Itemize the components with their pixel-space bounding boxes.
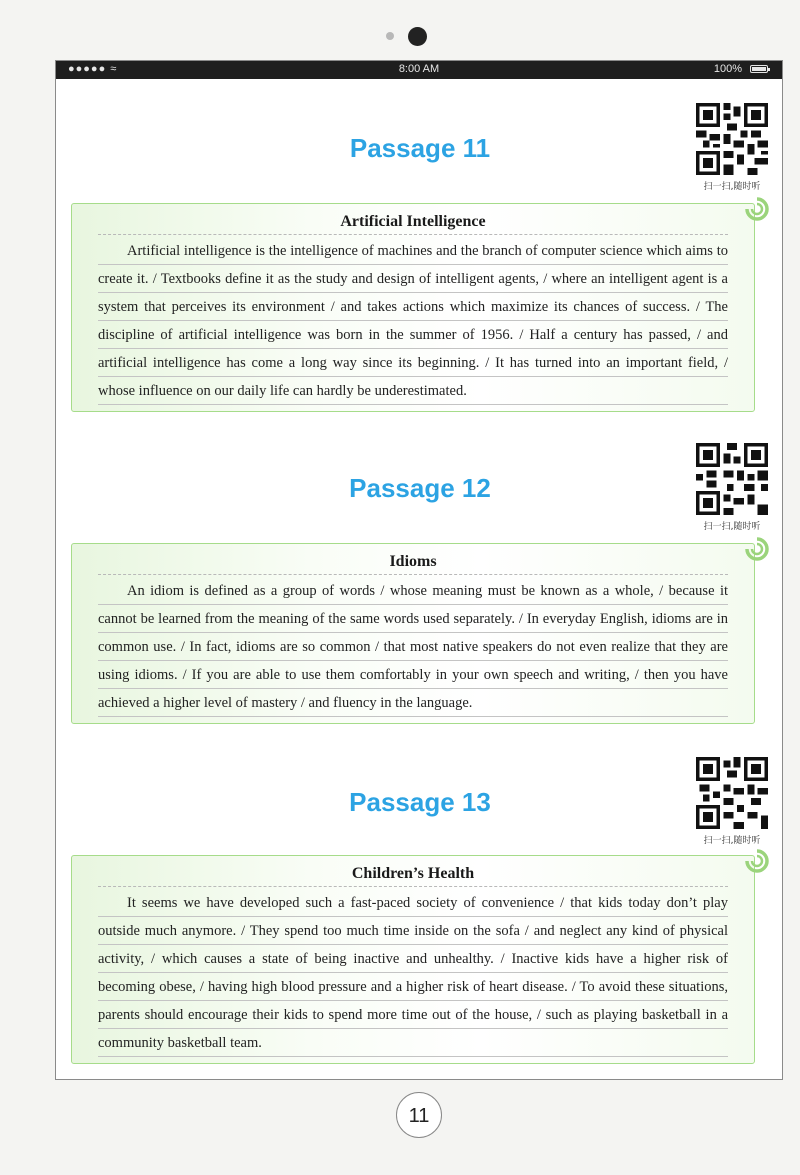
front-camera: [408, 27, 427, 46]
passage-text: Artificial intelligence is the intelligence of machines and the branch of computer science which aims to create it. / Textbooks define it as the study and design of intelligent agents, / where an intelligent agent is a system that perceives its environment / and takes actions which maximize its chances of success. / The discipline of artificial intelligence was born in the summer of 1956. / Half a century has passed, / and artificial intelligence has come a long way since its beginning. / It has turned into an important field, / whose influence on our daily life can hardly be underestimated.: [98, 237, 728, 405]
qr-caption: 扫一扫,随时听: [703, 522, 761, 532]
passage-heading: Passage 11: [349, 133, 491, 163]
qr-code-icon[interactable]: [696, 103, 768, 175]
passage-card: [71, 543, 755, 724]
signal-wifi-icon: ●●●●● ≈: [68, 63, 118, 75]
status-time: 8:00 AM: [398, 63, 440, 75]
passage-card: [71, 855, 755, 1064]
passage-heading: Passage 12: [349, 473, 491, 503]
tablet-screen: [55, 60, 783, 1080]
passage-title: Children’s Health: [98, 862, 728, 887]
qr-caption: 扫一扫,随时听: [703, 836, 761, 846]
camera-sensor-dot: [386, 32, 394, 40]
passage-title: Artificial Intelligence: [98, 210, 728, 235]
swirl-icon: [744, 536, 770, 562]
passage-heading: Passage 13: [349, 787, 491, 817]
battery-icon: [750, 65, 768, 73]
swirl-icon: [744, 196, 770, 222]
qr-code-icon[interactable]: [696, 757, 768, 829]
status-bar: [56, 61, 782, 79]
page-number: 11: [396, 1092, 442, 1138]
qr-caption: 扫一扫,随时听: [703, 182, 761, 192]
battery-percent: 100%: [713, 63, 742, 75]
passage-text: It seems we have developed such a fast-paced society of convenience / that kids today don’t play outside much anymore. / They spend too much time inside on the sofa / and neglect any kind of physical activity, / which causes a state of being inactive and unhealthy. / Inactive kids have a higher risk of becoming obese, / having high blood pressure and a higher risk of heart disease. / To avoid these situations, parents should encourage their kids to spend more time out of the house, / such as playing basketball in a community basketball team.: [98, 889, 728, 1057]
passage-title: Idioms: [98, 550, 728, 575]
swirl-icon: [744, 848, 770, 874]
qr-code-icon[interactable]: [696, 443, 768, 515]
passage-text: An idiom is defined as a group of words / whose meaning must be known as a whole, / because it cannot be learned from the meaning of the same words used separately. / In everyday English, idioms are in common use. / In fact, idioms are so common / that most native speakers do not even realize that they are using idioms. / If you are able to use them comfortably in your own speech and writing, / then you have achieved a higher level of mastery / and fluency in the language.: [98, 577, 728, 717]
passage-card: [71, 203, 755, 412]
